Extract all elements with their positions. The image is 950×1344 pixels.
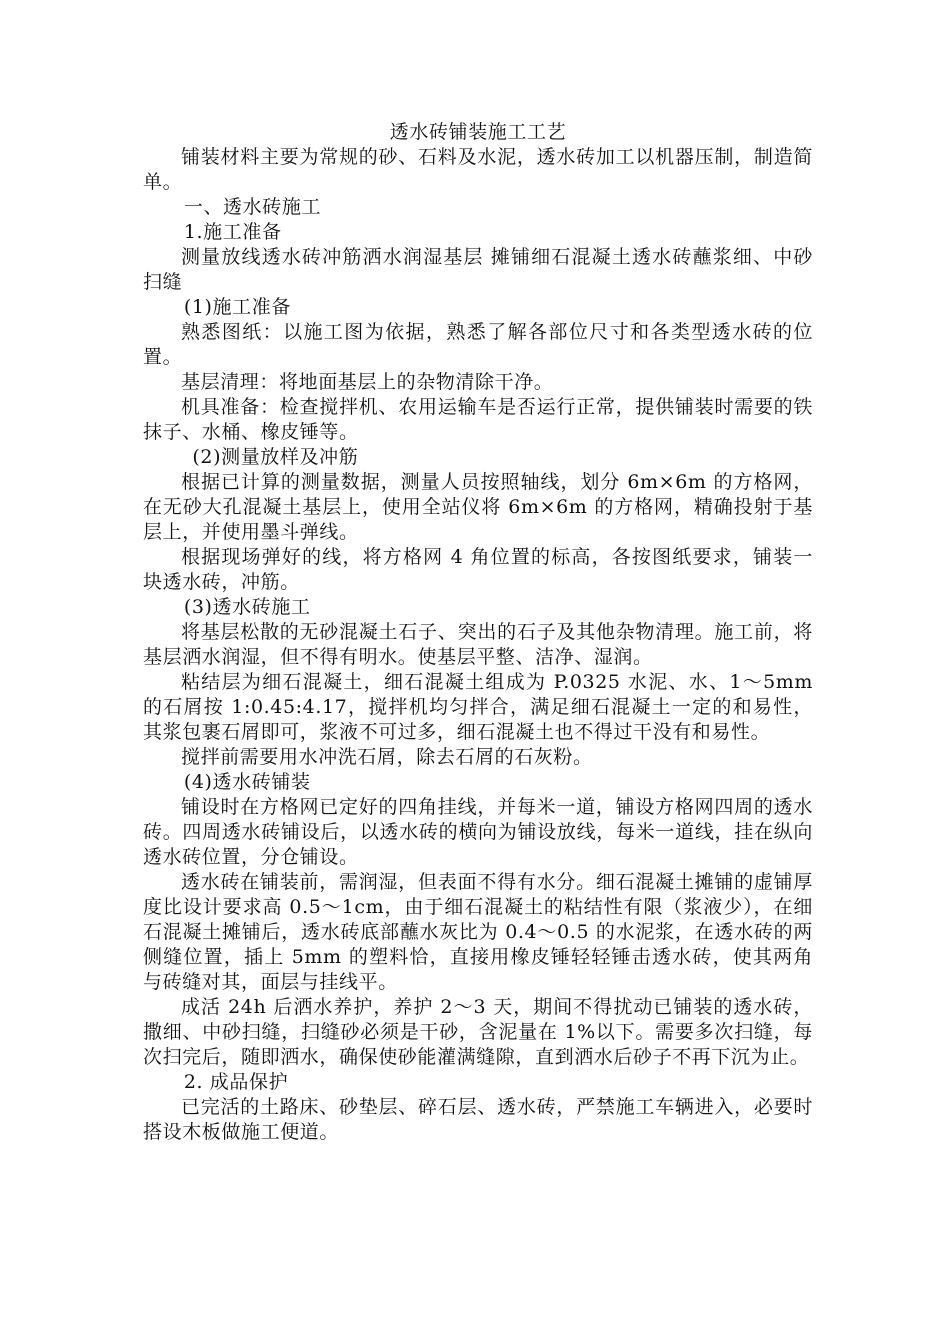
- paragraph-protection: 已完活的土路床、砂垫层、碎石层、透水砖，严禁施工车辆进入，必要时搭设木板做施工便道。: [143, 1096, 813, 1143]
- item-heading-brick-construction: (3)透水砖施工: [183, 596, 311, 618]
- paragraph-base-prep: 将基层松散的无砂混凝土石子、突出的石子及其他杂物清理。施工前，将基层洒水润湿，但不得有明水。使基层平整、洁净、湿润。: [143, 621, 813, 668]
- paragraph-equipment: 机具准备：检查搅拌机、农用运输车是否运行正常，提供铺装时需要的铁抹子、水桶、橡皮锤等。: [143, 396, 813, 443]
- paragraph-bonding-layer: 粘结层为细石混凝土，细石混凝土组成为 P.0325 水泥、水、1～5mm 的石屑按 1:0.45:4.17，搅拌机均匀拌合，满足细石混凝土一定的和易性，其浆包裹石屑即可，浆液不可过多，细石混凝土也不得过干没有和易性。: [143, 671, 813, 743]
- paragraph-washing: 搅拌前需要用水冲洗石屑，除去石屑的石灰粉。: [181, 746, 593, 768]
- process-flow-paragraph: 测量放线透水砖冲筋洒水润湿基层 摊铺细石混凝土透水砖蘸浆细、中砂扫缝: [143, 246, 813, 293]
- paragraph-paving-lines: 铺设时在方格网已定好的四角挂线，并每米一道，铺设方格网四周的透水砖。四周透水砖铺设后，以透水砖的横向为铺设放线，每米一道线，挂在纵向透水砖位置，分仓铺设。: [143, 796, 813, 868]
- document-page: [143, 120, 813, 1145]
- intro-paragraph: 铺装材料主要为常规的砂、石料及水泥，透水砖加工以机器压制，制造简单。: [143, 146, 813, 193]
- paragraph-curing: 成活 24h 后洒水养护，养护 2～3 天，期间不得扰动已铺装的透水砖，撒细、中砂扫缝，扫缝砂必须是干砂，含泥量在 1%以下。需要多次扫缝，每次扫完后，随即洒水，确保使砂能灌满缝隙，直到洒水后砂子不再下沉为止。: [143, 996, 813, 1068]
- item-heading-paving: (4)透水砖铺装: [183, 771, 311, 793]
- subheading-protection: 2. 成品保护: [183, 1071, 289, 1093]
- section-heading-construction: 一、透水砖施工: [183, 196, 322, 218]
- subheading-preparation: 1.施工准备: [183, 221, 282, 243]
- item-heading-survey: (2)测量放样及冲筋: [192, 446, 359, 468]
- paragraph-drawings: 熟悉图纸：以施工图为依据，熟悉了解各部位尺寸和各类型透水砖的位置。: [143, 321, 813, 368]
- paragraph-survey-corners: 根据现场弹好的线，将方格网 4 角位置的标高，各按图纸要求，铺装一块透水砖，冲筋。: [143, 546, 813, 593]
- paragraph-paving-method: 透水砖在铺装前，需润湿，但表面不得有水分。细石混凝土摊铺的虚铺厚度比设计要求高 0.5～1cm，由于细石混凝土的粘结性有限（浆液少），在细石混凝土摊铺后，透水砖底部蘸水灰比为 0.4～0.5 的水泥浆，在透水砖的两侧缝位置，插上 5mm 的塑料恰，直接用橡皮锤轻轻锤击透水砖，使其两角与砖缝对其，面层与挂线平。: [143, 871, 813, 993]
- paragraph-base-cleaning: 基层清理：将地面基层上的杂物清除干净。: [181, 371, 554, 393]
- paragraph-survey-grid: 根据已计算的测量数据，测量人员按照轴线，划分 6m×6m 的方格网，在无砂大孔混凝土基层上，使用全站仪将 6m×6m 的方格网，精确投射于基层上，并使用墨斗弹线。: [143, 471, 813, 543]
- document-title: 透水砖铺装施工工艺: [389, 121, 567, 143]
- item-heading-preparation: (1)施工准备: [183, 296, 291, 318]
